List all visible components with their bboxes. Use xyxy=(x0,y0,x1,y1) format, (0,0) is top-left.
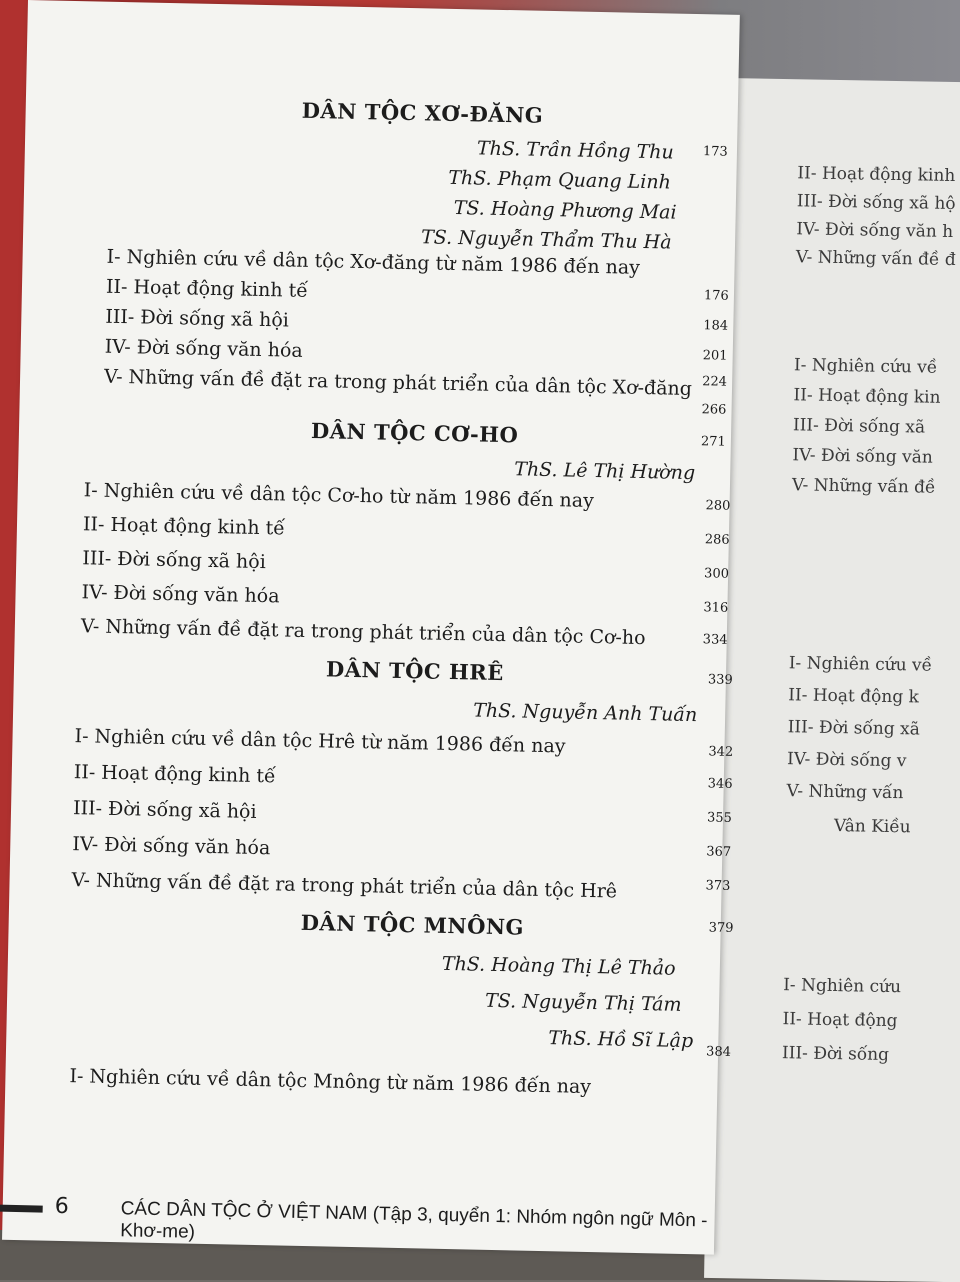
toc-entry: II- Hoạt động kinh tế xyxy=(73,761,276,788)
page-number: 355 xyxy=(706,810,732,826)
book-page xyxy=(2,0,740,1255)
toc-entry: II- Hoạt động kinh tế xyxy=(105,275,309,302)
facing-line: III- Đời sống xã xyxy=(792,415,926,438)
page-number: 373 xyxy=(705,878,731,894)
facing-page xyxy=(701,78,960,1282)
toc-entry: I- Nghiên cứu về dân tộc Cơ-ho từ năm 1986 đến nay xyxy=(83,479,595,512)
author-name: TS. Hoàng Phương Mai xyxy=(453,196,677,224)
toc-entry: IV- Đời sống văn hóa xyxy=(104,335,303,362)
page-number: 266 xyxy=(701,402,727,418)
author-name: ThS. Nguyễn Anh Tuấn xyxy=(472,699,698,727)
facing-line: III- Đời sống xã hộ xyxy=(796,191,956,215)
author-name: ThS. Lê Thị Hường xyxy=(514,458,696,485)
section-heading: DÂN TỘC CƠ-HO xyxy=(310,418,519,448)
facing-line: III- Đời sống xã xyxy=(787,717,921,740)
page-number: 224 xyxy=(701,374,728,390)
author-name: TS. Nguyễn Thị Tám xyxy=(484,989,682,1016)
page-number: 384 xyxy=(705,1044,732,1060)
page-number: 184 xyxy=(703,318,729,334)
page-number: 176 xyxy=(703,288,729,304)
facing-line: II- Hoạt động kinh xyxy=(797,163,956,187)
page-number: 300 xyxy=(703,566,730,582)
page-number: 339 xyxy=(707,672,733,688)
facing-line: V- Những vấn xyxy=(786,781,904,804)
section-heading: DÂN TỘC XƠ-ĐĂNG xyxy=(301,97,544,128)
facing-line: II- Hoạt động k xyxy=(788,685,920,708)
facing-line: I- Nghiên cứu về xyxy=(793,355,938,378)
facing-line: Vân Kiều xyxy=(833,816,911,838)
page-number: 173 xyxy=(702,144,728,160)
author-name: ThS. Phạm Quang Linh xyxy=(448,166,672,194)
section-heading: DÂN TỘC MNÔNG xyxy=(300,909,525,940)
toc-entry: I- Nghiên cứu về dân tộc Mnông từ năm 1986 đến nay xyxy=(69,1065,592,1099)
folio-page-number: 6 xyxy=(54,1193,70,1220)
facing-line: II- Hoạt động xyxy=(782,1009,898,1032)
facing-line: IV- Đời sống v xyxy=(786,749,907,772)
facing-line: I- Nghiên cứu về xyxy=(788,653,933,676)
page-number: 286 xyxy=(704,532,730,548)
toc-entry: I- Nghiên cứu về dân tộc Hrê từ năm 1986 đến nay xyxy=(74,725,566,758)
section-heading: DÂN TỘC HRÊ xyxy=(325,656,505,686)
page-number: 342 xyxy=(708,744,734,760)
toc-entry: III- Đời sống xã hội xyxy=(72,797,257,823)
page-number: 379 xyxy=(708,920,734,936)
page-number: 201 xyxy=(702,348,728,364)
facing-line: II- Hoạt động kin xyxy=(793,385,941,408)
page-number: 280 xyxy=(705,498,731,514)
toc-entry: III- Đời sống xã hội xyxy=(105,305,290,332)
toc-entry: III- Đời sống xã hội xyxy=(82,547,267,574)
page-number: 346 xyxy=(707,776,733,792)
running-footer-title: CÁC DÂN TỘC Ở VIỆT NAM (Tập 3, quyển 1: Nhóm ngôn ngữ Môn - Khơ-me) xyxy=(120,1198,708,1243)
facing-line: IV- Đời sống văn xyxy=(792,445,934,468)
author-name: ThS. Hoàng Thị Lê Thảo xyxy=(441,952,676,980)
page-number: 316 xyxy=(703,600,729,616)
toc-entry: V- Những vấn đề đặt ra trong phát triển của dân tộc Cơ-ho xyxy=(80,615,646,650)
page-number: 271 xyxy=(700,434,726,450)
page-number: 367 xyxy=(706,844,732,860)
facing-line: V- Những vấn đề đ xyxy=(795,247,956,271)
page-number: 334 xyxy=(702,632,728,648)
footer-rule xyxy=(0,1204,43,1212)
toc-entry: IV- Đời sống văn hóa xyxy=(81,581,280,608)
toc-entry: I- Nghiên cứu về dân tộc Xơ-đăng từ năm 1986 đến nay xyxy=(106,245,641,279)
toc-entry: V- Những vấn đề đặt ra trong phát triển của dân tộc Xơ-đăng xyxy=(103,365,693,400)
facing-line: V- Những vấn đề xyxy=(791,475,936,498)
facing-line: III- Đời sống xyxy=(781,1043,890,1066)
author-name: TS. Nguyễn Thẩm Thu Hà xyxy=(420,226,672,254)
author-name: ThS. Trần Hồng Thu xyxy=(476,137,674,164)
facing-line: I- Nghiên cứu xyxy=(783,975,902,998)
author-name: ThS. Hồ Sĩ Lập xyxy=(548,1027,694,1053)
toc-entry: II- Hoạt động kinh tế xyxy=(82,513,286,540)
facing-line: IV- Đời sống văn h xyxy=(796,219,954,243)
toc-entry: IV- Đời sống văn hóa xyxy=(72,833,271,860)
toc-entry: V- Những vấn đề đặt ra trong phát triển của dân tộc Hrê xyxy=(71,869,618,903)
